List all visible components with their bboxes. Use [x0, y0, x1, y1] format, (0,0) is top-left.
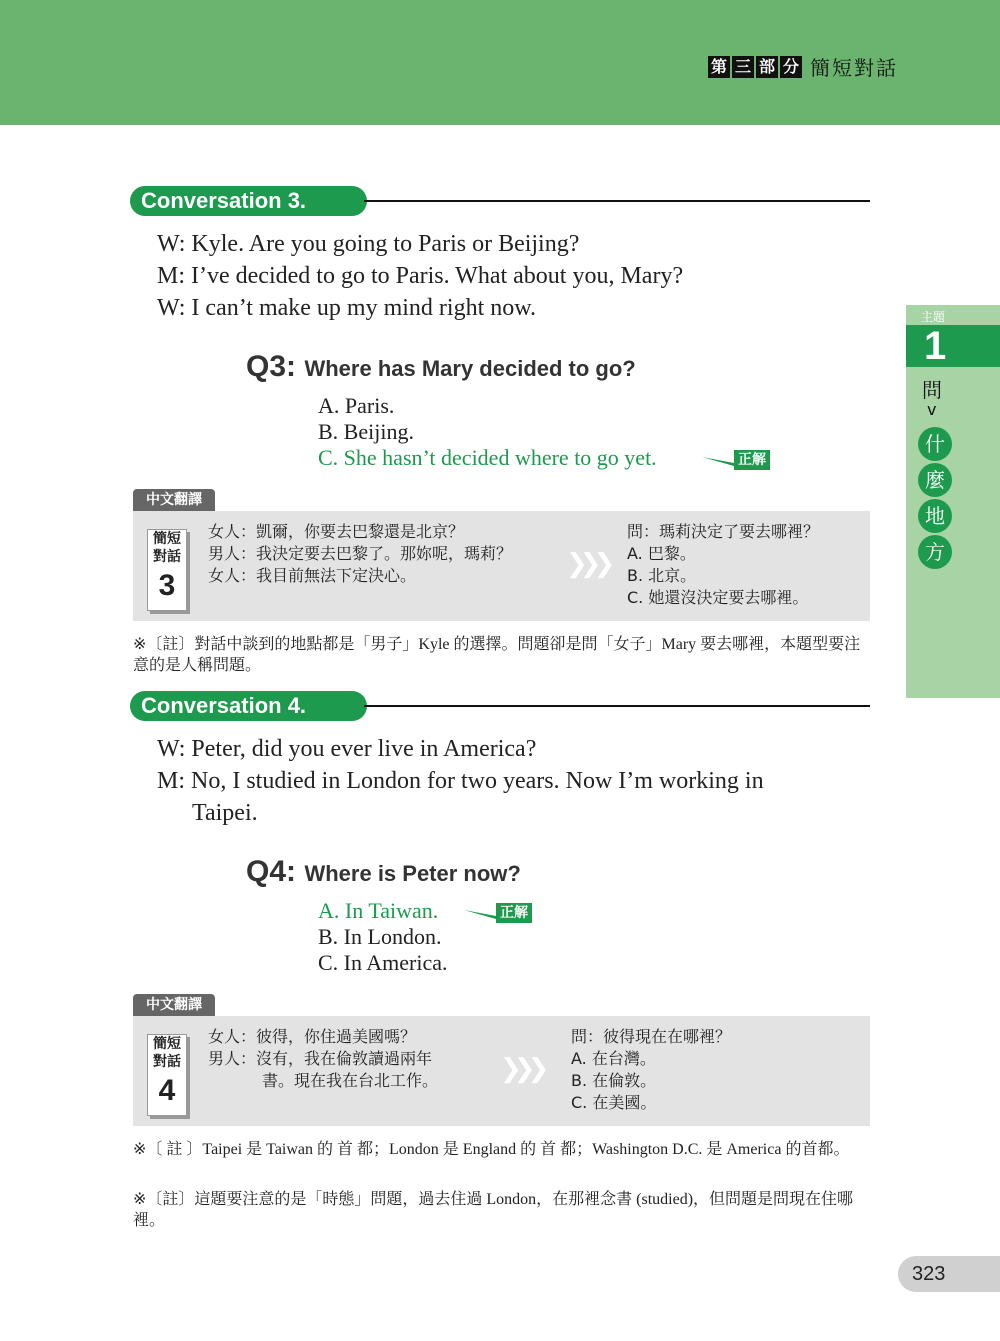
answer-options — [318, 898, 448, 976]
dialog-line: W: I can’t make up my mind right now. — [157, 295, 537, 321]
translation-line: C. 在美國。 — [571, 1093, 657, 1112]
answer-options — [318, 393, 657, 471]
translation-box — [133, 1016, 870, 1126]
translation-line: 問：彼得現在在哪裡？ — [571, 1027, 732, 1046]
chevron-down-icon: v — [927, 400, 937, 419]
question-heading — [246, 350, 636, 384]
triple-chevron-icon: ❯❯❯ — [566, 549, 608, 579]
icon-mid-text: 對話 — [153, 1054, 181, 1070]
part-title: 簡短對話 — [810, 56, 898, 80]
correct-answer-marker — [464, 903, 532, 923]
translation-question — [627, 521, 819, 609]
option-a: A. Paris. — [318, 393, 395, 418]
topic-question: 問 — [922, 378, 942, 402]
section-heading — [708, 52, 898, 81]
option-a: A. In Taiwan. — [318, 898, 439, 923]
translation-box — [133, 511, 870, 621]
dialog-line: W: Peter, did you ever live in America? — [157, 736, 537, 762]
question-number: Q4: — [246, 855, 297, 888]
question-text: Where is Peter now? — [304, 861, 521, 886]
translation-line: A. 在台灣。 — [571, 1049, 656, 1068]
dialog-line: M: I’ve decided to go to Paris. What about you, Mary? — [157, 263, 684, 289]
icon-top-text: 簡短 — [153, 1036, 181, 1052]
translation-line: A. 巴黎。 — [627, 544, 696, 563]
icon-number: 4 — [158, 1074, 176, 1107]
translation-line: 問：瑪莉決定了要去哪裡？ — [627, 522, 820, 541]
short-dialog-icon — [147, 529, 187, 611]
translation-tag: 中文翻譯 — [133, 994, 215, 1016]
dialog-line: M: No, I studied in London for two years. Now I’m working in — [157, 768, 764, 794]
translation-tag: 中文翻譯 — [133, 489, 215, 511]
pointer-arrow-icon — [702, 454, 734, 466]
translation-line: 女人：我目前無法下定決心。 — [208, 566, 417, 585]
dialog-block — [157, 733, 764, 829]
correct-badge: 正解 — [734, 450, 770, 470]
page-number: 323 — [898, 1256, 1000, 1292]
short-dialog-icon — [147, 1034, 187, 1116]
option-c: C. In America. — [318, 950, 448, 975]
translation-line: B. 在倫敦。 — [571, 1071, 657, 1090]
triple-chevron-icon: ❯❯❯ — [500, 1054, 542, 1084]
conversation-title: Conversation 4. — [130, 691, 367, 721]
note: ※〔 註 〕Taipei 是 Taiwan 的 首 都；London 是 England 的 首 都；Washington D.C. 是 America 的首都。 — [133, 1141, 850, 1158]
dialog-line: Taipei. — [192, 800, 258, 826]
translation-dialog — [208, 521, 512, 587]
topic-char-circle: 麼 — [918, 463, 952, 497]
correct-answer-marker — [702, 450, 770, 470]
page-header — [0, 0, 1000, 125]
part-box: 部 — [756, 56, 778, 78]
option-b: B. In London. — [318, 924, 442, 949]
divider-line — [364, 705, 870, 707]
correct-badge: 正解 — [496, 903, 532, 923]
part-box: 分 — [780, 56, 802, 78]
icon-mid-text: 對話 — [153, 549, 181, 565]
topic-char-circle: 地 — [918, 499, 952, 533]
translation-line: C. 她還沒決定要去哪裡。 — [627, 588, 809, 607]
option-c: C. She hasn’t decided where to go yet. — [318, 445, 657, 470]
question-heading — [246, 855, 521, 889]
topic-char-circle: 什 — [918, 427, 952, 461]
dialog-line: W: Kyle. Are you going to Paris or Beijing? — [157, 231, 580, 257]
icon-number: 3 — [158, 569, 176, 602]
part-box: 第 — [708, 56, 730, 78]
option-b: B. Beijing. — [318, 419, 414, 444]
translation-line: 女人：彼得，你住過美國嗎？ — [208, 1027, 417, 1046]
translation-dialog — [208, 1026, 438, 1092]
question-number: Q3: — [246, 350, 297, 383]
note: ※〔註〕這題要注意的是「時態」問題，過去住過 London，在那裡念書 (studied)，但問題是問現在住哪裡。 — [133, 1191, 854, 1229]
divider-line — [364, 200, 870, 202]
translation-question — [571, 1026, 731, 1114]
topic-number: 1 — [906, 325, 1000, 367]
icon-top-text: 簡短 — [153, 531, 181, 547]
translation-line: 女人：凱爾，你要去巴黎還是北京？ — [208, 522, 465, 541]
conversation-title: Conversation 3. — [130, 186, 367, 216]
pointer-arrow-icon — [464, 907, 496, 919]
dialog-block — [157, 228, 683, 324]
question-text: Where has Mary decided to go? — [304, 356, 636, 381]
translation-line: B. 北京。 — [627, 566, 697, 585]
topic-char-circle: 方 — [918, 535, 952, 569]
translation-line: 男人：我決定要去巴黎了。那妳呢，瑪莉？ — [208, 544, 513, 563]
translation-line: 書。現在我在台北工作。 — [262, 1071, 439, 1090]
topic-label: 主題 — [921, 310, 946, 324]
part-box: 三 — [732, 56, 754, 78]
translation-line: 男人：沒有，我在倫敦讀過兩年 — [208, 1049, 433, 1068]
note: ※〔註〕對話中談到的地點都是「男子」Kyle 的選擇。問題卻是問「女子」Mary 要去哪裡，本題型要注意的是人稱問題。 — [133, 636, 861, 674]
